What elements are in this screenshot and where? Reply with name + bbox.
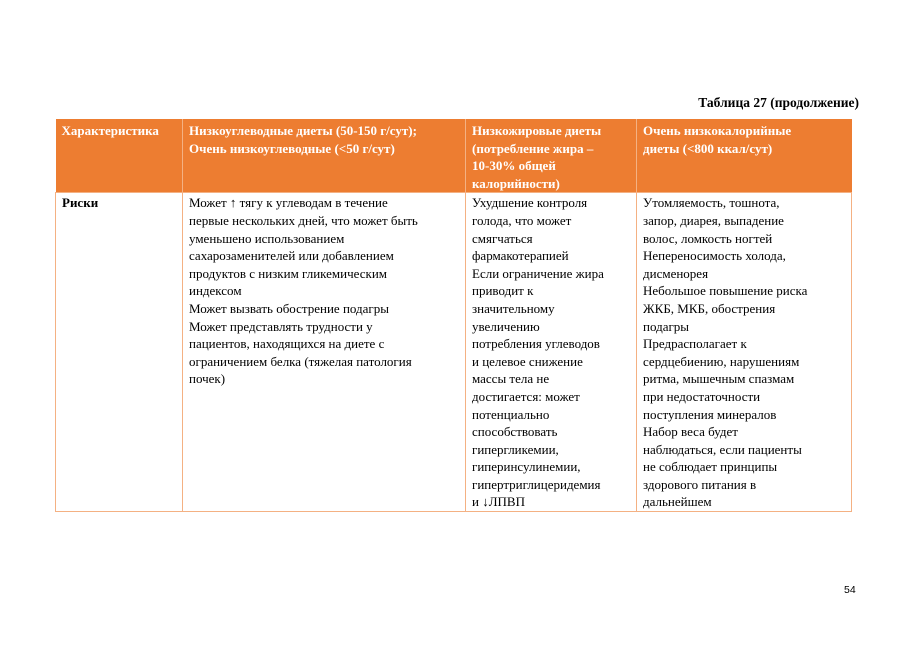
- page-number: 54: [844, 584, 856, 596]
- cell-text-line: Низкоуглеводные диеты (50-150 г/сут);: [189, 123, 417, 138]
- cell-text-line: и ↓ЛПВП: [472, 494, 525, 510]
- cell-text-line: 10-30% общей: [472, 158, 556, 174]
- cell-text-line: диеты (<800 ккал/сут): [643, 140, 773, 156]
- header-very-low-calorie-diets: [637, 119, 852, 193]
- cell-text-line: поступления минералов: [643, 406, 777, 422]
- cell-text-line: Непереносимость холода,: [643, 248, 786, 264]
- cell-text-line: Ухудшение контроля: [472, 195, 588, 211]
- cell-text-line: гипергликемии,: [472, 441, 559, 457]
- cell-text-line: Небольшое повышение риска: [643, 283, 808, 299]
- cell-text-line: потребления углеводов: [472, 336, 600, 352]
- cell-text-line: наблюдаться, если пациенты: [643, 441, 802, 457]
- header-characteristic: [56, 119, 183, 193]
- cell-text-line: почек): [189, 371, 226, 387]
- cell-text-line: Предрасполагает к: [643, 336, 747, 352]
- cell-text-line: значительному: [472, 300, 555, 316]
- cell-text-line: голода, что может: [472, 212, 572, 228]
- cell-text-line: Может ↑ тягу к углеводам в течение: [189, 195, 388, 211]
- cell-text-line: гипертриглицеридемия: [472, 476, 601, 492]
- cell-text-line: Очень низкокалорийные: [643, 123, 792, 138]
- cell-text-line: ЖКБ, МКБ, обострения: [643, 300, 776, 316]
- cell-text-line: сердцебиению, нарушениям: [643, 353, 800, 369]
- cell-text-line: ритма, мышечным спазмам: [643, 371, 795, 387]
- cell-text-line: увеличению: [472, 318, 540, 334]
- cell-text-line: подагры: [643, 318, 690, 334]
- table-header-row: [56, 119, 852, 193]
- cell-text-line: достигается: может: [472, 388, 580, 404]
- cell-text-line: и целевое снижение: [472, 353, 583, 369]
- cell-text-line: дисменорея: [643, 265, 709, 281]
- cell-low-fat-risks: [466, 193, 637, 512]
- cell-text-line: (потребление жира –: [472, 140, 594, 156]
- header-low-fat-diets: [466, 119, 637, 193]
- table-caption: Таблица 27 (продолжение): [698, 95, 859, 110]
- diet-comparison-table: [55, 119, 852, 512]
- cell-text-line: способствовать: [472, 424, 558, 440]
- cell-text-line: потенциально: [472, 406, 550, 422]
- cell-text-line: фармакотерапией: [472, 248, 569, 264]
- cell-text-line: индексом: [189, 283, 242, 299]
- cell-very-low-calorie-risks: [637, 193, 852, 512]
- cell-text-line: Может вызвать обострение подагры: [189, 300, 389, 316]
- header-low-carb-diets: [183, 119, 466, 193]
- cell-text-line: приводит к: [472, 283, 534, 299]
- cell-text-line: Если ограничение жира: [472, 265, 604, 281]
- cell-text-line: пациентов, находящихся на диете с: [189, 336, 385, 352]
- cell-text-line: гиперинсулинемии,: [472, 459, 581, 475]
- cell-text-line: Утомляемость, тошнота,: [643, 195, 780, 211]
- cell-text-line: при недостаточности: [643, 388, 761, 404]
- cell-text-line: волос, ломкость ногтей: [643, 230, 773, 246]
- cell-text-line: дальнейшем: [643, 494, 712, 510]
- cell-text-line: первые нескольких дней, что может быть: [189, 212, 418, 228]
- cell-text-line: запор, диарея, выпадение: [643, 212, 784, 228]
- cell-text-line: массы тела не: [472, 371, 550, 387]
- cell-text-line: уменьшено использованием: [189, 230, 345, 246]
- cell-text-line: ограничением белка (тяжелая патология: [189, 353, 412, 369]
- cell-text-line: калорийности): [472, 175, 560, 191]
- cell-text-line: продуктов с низким гликемическим: [189, 265, 388, 281]
- row-label-risks: Риски: [56, 193, 183, 512]
- cell-text-line: Низкожировые диеты: [472, 123, 602, 138]
- cell-text-line: сахарозаменителей или добавлением: [189, 248, 394, 264]
- cell-text-line: не соблюдает принципы: [643, 459, 778, 475]
- cell-text-line: Набор веса будет: [643, 424, 738, 440]
- cell-text-line: Очень низкоуглеводные (<50 г/сут): [189, 140, 395, 156]
- cell-text-line: Может представлять трудности у: [189, 318, 373, 334]
- cell-text-line: здорового питания в: [643, 476, 757, 492]
- cell-low-carb-risks: [183, 193, 466, 512]
- cell-text-line: смягчаться: [472, 230, 533, 246]
- cell-text-line: Характеристика: [61, 123, 159, 138]
- table-row-risks: [56, 193, 852, 512]
